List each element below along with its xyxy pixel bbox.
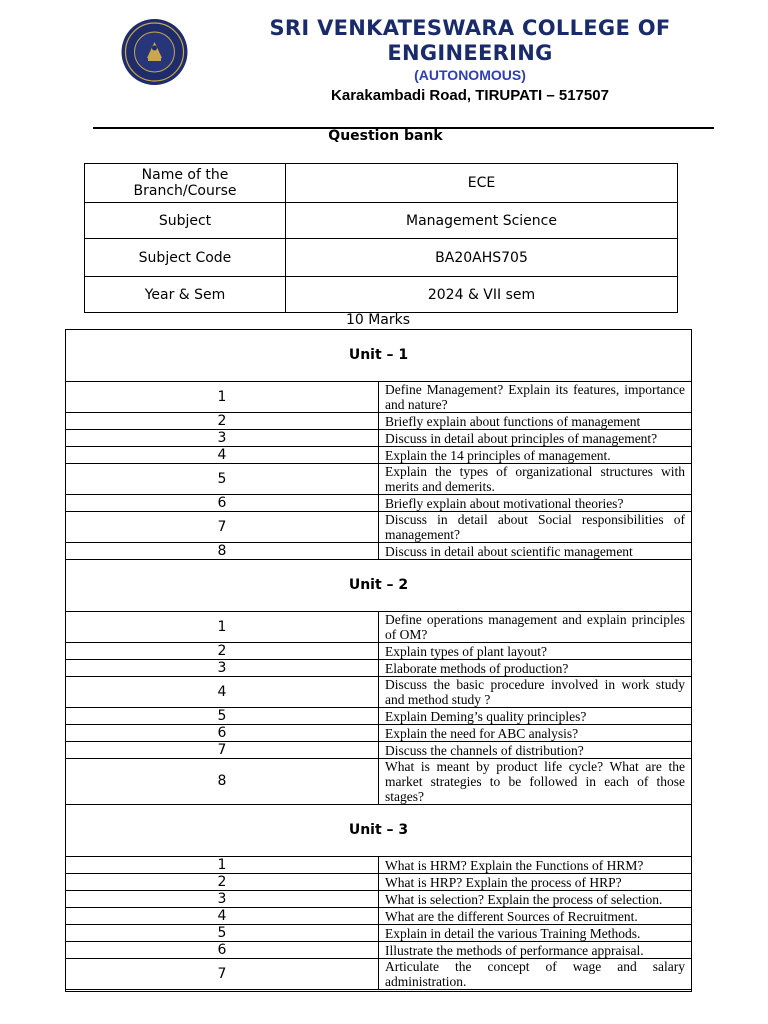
unit-header-row <box>66 330 692 382</box>
question-row <box>66 857 692 874</box>
college-name: SRI VENKATESWARA COLLEGE OF ENGINEERING <box>269 16 671 65</box>
info-label: Name of the Branch/Course <box>85 164 286 203</box>
info-label: Year & Sem <box>85 277 286 313</box>
question-text: What is HRP? Explain the process of HRP? <box>379 874 692 891</box>
question-number: 3 <box>66 430 379 447</box>
question-number: 3 <box>66 660 379 677</box>
question-number: 3 <box>66 891 379 908</box>
question-number: 2 <box>66 643 379 660</box>
question-text: What is selection? Explain the process of selection. <box>379 891 692 908</box>
question-text: Briefly explain about functions of management <box>379 413 692 430</box>
question-text: Discuss in detail about scientific management <box>379 543 692 560</box>
question-number: 6 <box>66 942 379 959</box>
unit-header-row <box>66 560 692 612</box>
info-row <box>85 164 678 203</box>
question-row <box>66 464 692 495</box>
question-number: 5 <box>66 925 379 942</box>
info-value: BA20AHS705 <box>286 239 678 277</box>
question-text: What is HRM? Explain the Functions of HRM? <box>379 857 692 874</box>
question-text: What is meant by product life cycle? What are the market strategies to be followed in each of those stages? <box>379 759 692 805</box>
college-seal-icon <box>117 18 192 86</box>
unit-title: Unit – 2 <box>66 560 692 612</box>
question-row <box>66 959 692 990</box>
empty-cell <box>66 990 692 992</box>
question-row <box>66 430 692 447</box>
question-table <box>65 329 692 992</box>
question-row <box>66 942 692 959</box>
question-number: 2 <box>66 874 379 891</box>
question-row <box>66 643 692 660</box>
course-info-table <box>84 163 678 313</box>
info-row <box>85 203 678 239</box>
question-number: 8 <box>66 543 379 560</box>
question-text: Briefly explain about motivational theories? <box>379 495 692 512</box>
question-row <box>66 742 692 759</box>
question-number: 7 <box>66 512 379 543</box>
document-title: Question bank <box>328 128 443 144</box>
question-number: 7 <box>66 959 379 990</box>
question-text: Explain types of plant layout? <box>379 643 692 660</box>
question-row <box>66 908 692 925</box>
marks-label: 10 Marks <box>345 312 411 328</box>
question-text: Elaborate methods of production? <box>379 660 692 677</box>
question-number: 5 <box>66 464 379 495</box>
question-text: Illustrate the methods of performance appraisal. <box>379 942 692 959</box>
question-number: 6 <box>66 725 379 742</box>
question-text: Explain the 14 principles of management. <box>379 447 692 464</box>
unit-title: Unit – 3 <box>66 805 692 857</box>
question-text: Discuss the channels of distribution? <box>379 742 692 759</box>
info-label: Subject Code <box>85 239 286 277</box>
question-text: Discuss in detail about principles of management? <box>379 430 692 447</box>
question-text: What are the different Sources of Recruitment. <box>379 908 692 925</box>
question-text: Explain in detail the various Training Methods. <box>379 925 692 942</box>
question-number: 4 <box>66 908 379 925</box>
question-number: 7 <box>66 742 379 759</box>
question-row <box>66 708 692 725</box>
question-row <box>66 891 692 908</box>
empty-row <box>66 990 692 992</box>
question-row <box>66 495 692 512</box>
question-row <box>66 874 692 891</box>
question-text: Define operations management and explain principles of OM? <box>379 612 692 643</box>
question-text: Articulate the concept of wage and salary administration. <box>379 959 692 990</box>
question-number: 5 <box>66 708 379 725</box>
autonomous-label: (AUTONOMOUS) <box>414 67 526 83</box>
question-number: 8 <box>66 759 379 805</box>
info-value: ECE <box>286 164 678 203</box>
question-row <box>66 512 692 543</box>
question-row <box>66 725 692 742</box>
question-number: 2 <box>66 413 379 430</box>
unit-header-row <box>66 805 692 857</box>
info-label: Subject <box>85 203 286 239</box>
question-text: Explain Deming’s quality principles? <box>379 708 692 725</box>
question-row <box>66 382 692 413</box>
question-text: Discuss in detail about Social responsibilities of management? <box>379 512 692 543</box>
question-row <box>66 612 692 643</box>
college-address: Karakambadi Road, TIRUPATI – 517507 <box>331 87 609 104</box>
question-row <box>66 925 692 942</box>
question-number: 1 <box>66 857 379 874</box>
question-row <box>66 447 692 464</box>
unit-title: Unit – 1 <box>66 330 692 382</box>
question-row <box>66 413 692 430</box>
question-row <box>66 759 692 805</box>
question-row <box>66 677 692 708</box>
question-text: Discuss the basic procedure involved in work study and method study ? <box>379 677 692 708</box>
question-row <box>66 660 692 677</box>
question-text: Explain the need for ABC analysis? <box>379 725 692 742</box>
question-number: 4 <box>66 677 379 708</box>
info-row <box>85 277 678 313</box>
question-text: Explain the types of organizational structures with merits and demerits. <box>379 464 692 495</box>
question-number: 1 <box>66 612 379 643</box>
question-text: Define Management? Explain its features, importance and nature? <box>379 382 692 413</box>
question-number: 4 <box>66 447 379 464</box>
question-number: 6 <box>66 495 379 512</box>
question-number: 1 <box>66 382 379 413</box>
question-row <box>66 543 692 560</box>
info-value: 2024 & VII sem <box>286 277 678 313</box>
info-value: Management Science <box>286 203 678 239</box>
info-row <box>85 239 678 277</box>
